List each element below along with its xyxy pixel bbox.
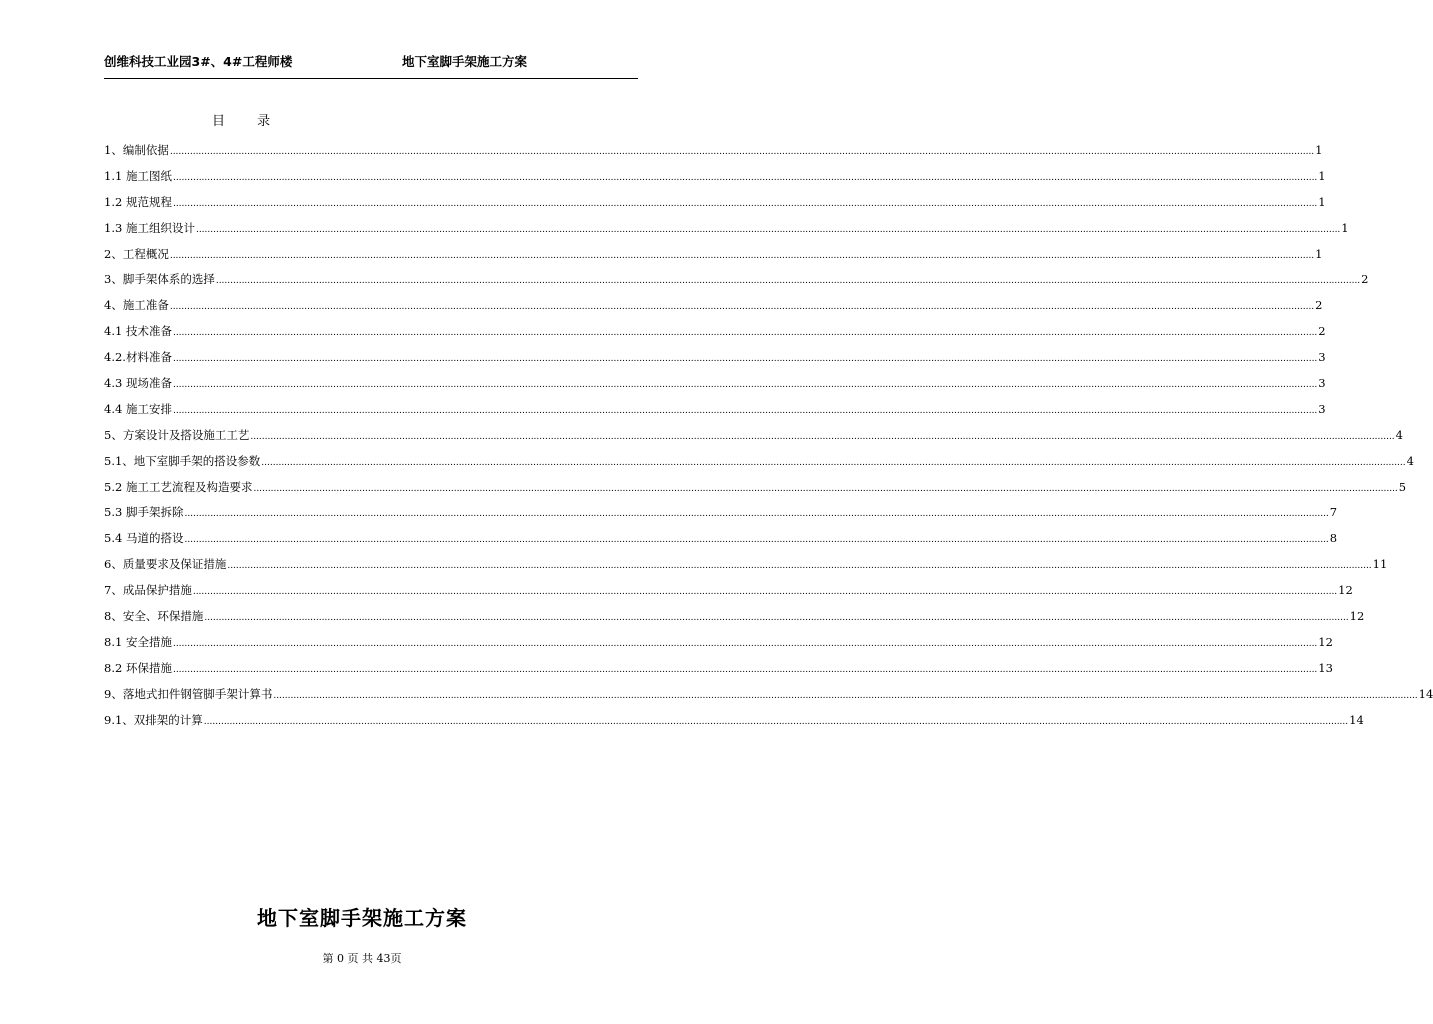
toc-entry-page: 11 (1372, 557, 1388, 572)
toc-entry-label: 6、质量要求及保证措施 (104, 557, 227, 572)
toc-entry-label: 4、施工准备 (104, 298, 169, 313)
toc-dot-leader: ................................................................................................................................................................................................................................................................................................................................................................................................................ (203, 716, 1349, 727)
toc-dot-leader: ................................................................................................................................................................................................................................................................................................................................................................................................................ (195, 224, 1341, 235)
toc-entry-page: 8 (1329, 531, 1338, 546)
toc-entry-label: 8、安全、环保措施 (104, 609, 204, 624)
toc-entry[interactable] (104, 578, 1353, 604)
toc-entry[interactable] (104, 345, 1326, 371)
toc-dot-leader: ................................................................................................................................................................................................................................................................................................................................................................................................................ (184, 509, 1329, 520)
toc-dot-leader: ................................................................................................................................................................................................................................................................................................................................................................................................................ (184, 535, 1329, 546)
toc-entry-label: 5.4 马道的搭设 (104, 531, 184, 546)
header-project-name: 创维科技工业园3#、4#工程师楼 (104, 54, 293, 69)
toc-entry-page: 1 (1315, 143, 1323, 157)
toc-entry[interactable] (104, 190, 1326, 216)
toc-entry-page: 4 (1406, 453, 1414, 468)
toc-entry-page: 3 (1318, 376, 1326, 391)
toc-dot-leader: ................................................................................................................................................................................................................................................................................................................................................................................................................ (261, 457, 1406, 468)
toc-entry[interactable] (104, 216, 1349, 242)
toc-dot-leader: ................................................................................................................................................................................................................................................................................................................................................................................................................ (204, 613, 1349, 624)
toc-entry[interactable] (104, 630, 1333, 656)
toc-entry-page: 12 (1349, 609, 1365, 624)
toc-title: 目 录 (212, 114, 285, 129)
toc-entry-page: 13 (1318, 660, 1333, 675)
toc-entry[interactable] (104, 682, 1433, 708)
toc-dot-leader: ................................................................................................................................................................................................................................................................................................................................................................................................................ (215, 276, 1361, 287)
page-header (104, 52, 638, 76)
table-of-contents (104, 138, 1433, 733)
toc-entry[interactable] (104, 475, 1407, 501)
toc-entry[interactable] (104, 423, 1403, 449)
toc-entry-label: 1.1 施工图纸 (104, 168, 172, 183)
toc-entry[interactable] (104, 552, 1388, 578)
toc-dot-leader: ................................................................................................................................................................................................................................................................................................................................................................................................................ (172, 405, 1318, 416)
toc-entry-page: 2 (1315, 298, 1323, 313)
toc-entry-label: 9.1、双排架的计算 (104, 712, 203, 727)
toc-entry-label: 1.3 施工组织设计 (104, 220, 195, 235)
toc-dot-leader: ................................................................................................................................................................................................................................................................................................................................................................................................................ (172, 198, 1318, 209)
toc-entry-label: 2、工程概况 (104, 246, 169, 261)
header-rule (104, 78, 638, 79)
toc-entry[interactable] (104, 242, 1323, 268)
toc-entry[interactable] (104, 267, 1369, 293)
toc-entry[interactable] (104, 604, 1365, 630)
toc-entry-label: 4.4 施工安排 (104, 401, 172, 416)
toc-entry-label: 4.1 技术准备 (104, 324, 172, 339)
toc-entry-page: 1 (1315, 246, 1323, 261)
header-document-name: 地下室脚手架施工方案 (402, 54, 528, 69)
toc-dot-leader: ................................................................................................................................................................................................................................................................................................................................................................................................................ (253, 483, 1398, 494)
toc-entry[interactable] (104, 371, 1326, 397)
toc-dot-leader: ................................................................................................................................................................................................................................................................................................................................................................................................................ (250, 431, 1395, 442)
toc-entry-page: 3 (1318, 350, 1326, 365)
toc-entry-label: 5.3 脚手架拆除 (104, 505, 184, 520)
toc-entry[interactable] (104, 397, 1326, 423)
toc-entry-page: 2 (1318, 324, 1326, 339)
toc-entry[interactable] (104, 449, 1414, 475)
toc-entry-label: 1、编制依据 (104, 143, 169, 157)
toc-dot-leader: ................................................................................................................................................................................................................................................................................................................................................................................................................ (172, 328, 1318, 339)
toc-entry-page: 5 (1398, 479, 1407, 494)
toc-entry-label: 4.3 现场准备 (104, 376, 172, 391)
toc-entry-label: 8.2 环保措施 (104, 660, 172, 675)
toc-entry-label: 5.2 施工工艺流程及构造要求 (104, 479, 253, 494)
toc-entry-page: 1 (1318, 168, 1326, 183)
toc-entry-label: 7、成品保护措施 (104, 583, 192, 598)
toc-dot-leader: ................................................................................................................................................................................................................................................................................................................................................................................................................ (172, 664, 1318, 675)
toc-entry-label: 3、脚手架体系的选择 (104, 272, 215, 287)
toc-dot-leader: ................................................................................................................................................................................................................................................................................................................................................................................................................ (169, 250, 1315, 261)
toc-entry-label: 5.1、地下室脚手架的搭设参数 (104, 453, 261, 468)
toc-entry-page: 1 (1341, 220, 1349, 235)
toc-entry-page: 14 (1418, 686, 1433, 701)
toc-entry-page: 4 (1395, 427, 1403, 442)
toc-dot-leader: ................................................................................................................................................................................................................................................................................................................................................................................................................ (169, 147, 1315, 157)
toc-entry-label: 9、落地式扣件钢管脚手架计算书 (104, 686, 273, 701)
toc-entry[interactable] (104, 656, 1333, 682)
toc-entry-page: 3 (1318, 401, 1326, 416)
toc-entry[interactable] (104, 708, 1364, 734)
toc-dot-leader: ................................................................................................................................................................................................................................................................................................................................................................................................................ (169, 302, 1315, 313)
toc-entry[interactable] (104, 526, 1338, 552)
toc-entry-page: 1 (1318, 194, 1326, 209)
document-title: 地下室脚手架施工方案 (257, 906, 467, 930)
toc-entry-page: 2 (1361, 272, 1369, 287)
toc-dot-leader: ................................................................................................................................................................................................................................................................................................................................................................................................................ (172, 354, 1318, 365)
toc-entry-label: 1.2 规范规程 (104, 194, 172, 209)
toc-entry-page: 12 (1318, 634, 1333, 649)
toc-entry-label: 8.1 安全措施 (104, 634, 172, 649)
toc-dot-leader: ................................................................................................................................................................................................................................................................................................................................................................................................................ (227, 561, 1372, 572)
toc-entry[interactable] (104, 500, 1338, 526)
toc-entry[interactable] (104, 293, 1323, 319)
toc-dot-leader: ................................................................................................................................................................................................................................................................................................................................................................................................................ (172, 638, 1318, 649)
toc-dot-leader: ................................................................................................................................................................................................................................................................................................................................................................................................................ (172, 380, 1318, 391)
toc-entry[interactable] (104, 164, 1326, 190)
toc-dot-leader: ................................................................................................................................................................................................................................................................................................................................................................................................................ (172, 172, 1318, 183)
toc-entry-page: 7 (1329, 505, 1338, 520)
toc-entry-label: 5、方案设计及搭设施工工艺 (104, 427, 250, 442)
toc-entry-page: 14 (1349, 712, 1364, 727)
toc-entry[interactable] (104, 138, 1323, 164)
toc-entry-page: 12 (1338, 583, 1353, 598)
toc-entry[interactable] (104, 319, 1326, 345)
toc-dot-leader: ................................................................................................................................................................................................................................................................................................................................................................................................................ (192, 587, 1338, 598)
toc-entry-label: 4.2.材料准备 (104, 350, 172, 365)
toc-dot-leader: ................................................................................................................................................................................................................................................................................................................................................................................................................ (273, 690, 1418, 701)
page-footer: 第 0 页 共 43页 (322, 952, 402, 965)
